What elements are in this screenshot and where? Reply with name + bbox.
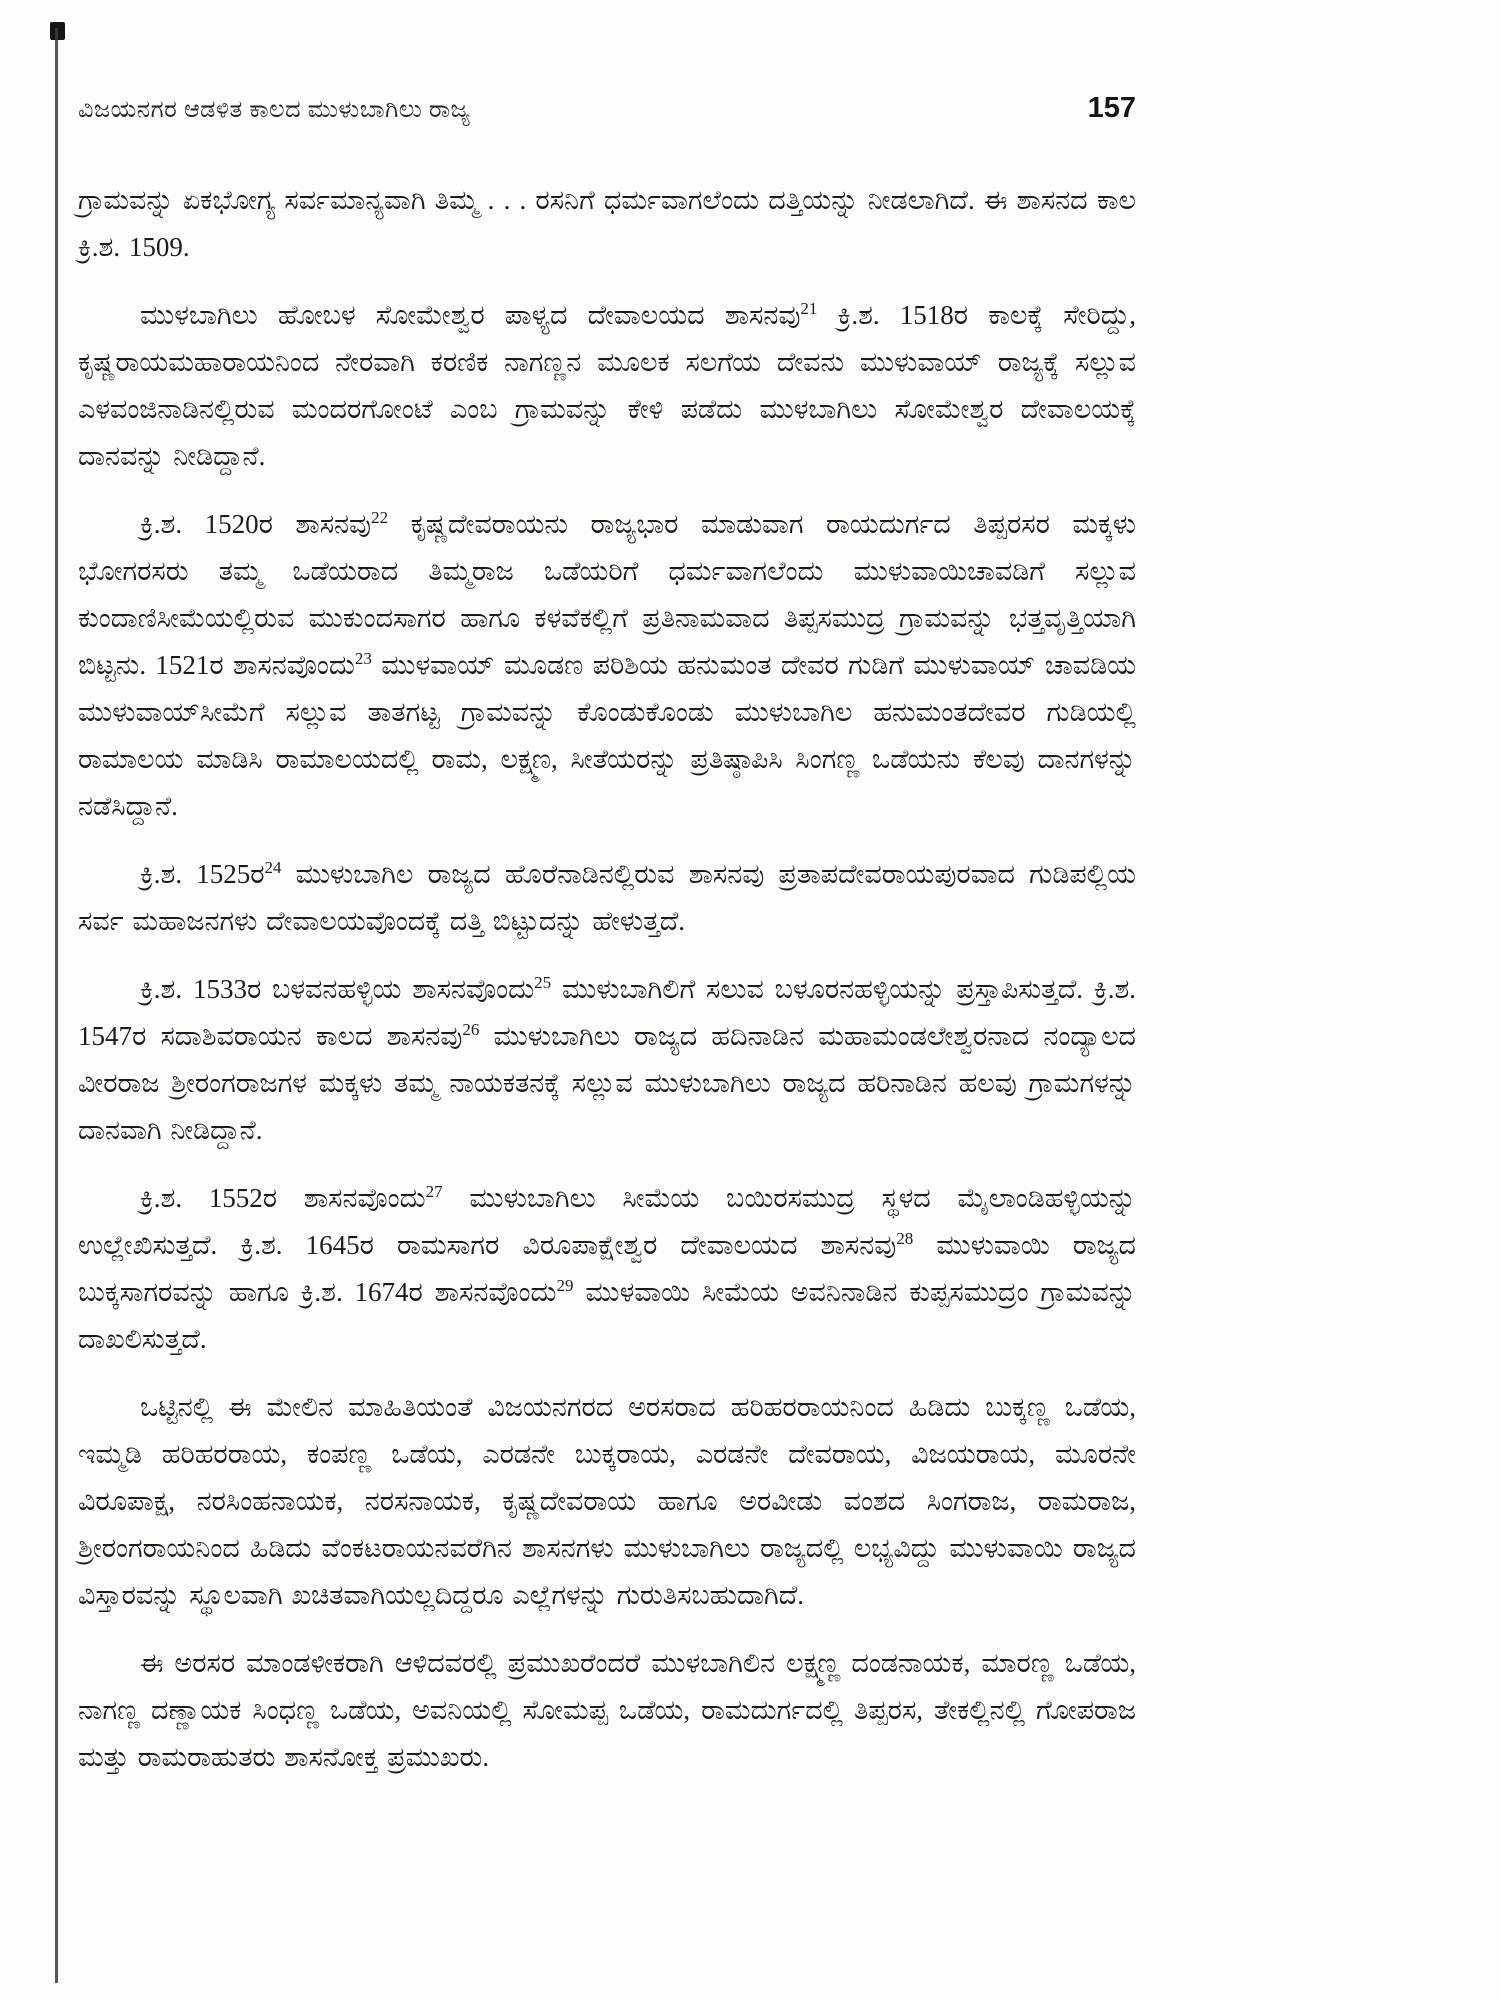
footnote-ref: 26 xyxy=(462,1020,480,1039)
paragraph-text: ಒಟ್ಟಿನಲ್ಲಿ ಈ ಮೇಲಿನ ಮಾಹಿತಿಯಂತೆ ವಿಜಯನಗರದ ಅರಸರಾದ ಹರಿಹರರಾಯನಿಂದ ಹಿಡಿದು ಬುಕ್ಕಣ್ಣ ಒಡೆಯ, ಇಮ್ಮಡಿ ಹರಿಹರರಾಯ, ಕಂಪಣ್ಣ ಒಡೆಯ, ಎರಡನೇ ಬುಕ್ಕರಾಯ, ಎರಡನೇ ದೇವರಾಯ, ವಿಜಯರಾಯ, ಮೂರನೇ ವಿರೂಪಾಕ್ಷ, ನರಸಿಂಹನಾಯಕ, ನರಸನಾಯಕ, ಕೃಷ್ಣದೇವರಾಯ ಹಾಗೂ ಅರವೀಡು ವಂಶದ ಸಿಂಗರಾಜ, ರಾಮರಾಜ, ಶ್ರೀರಂಗರಾಯನಿಂದ ಹಿಡಿದು ವೆಂಕಟರಾಯನವರೆಗಿನ ಶಾಸನಗಳು ಮುಳುಬಾಗಿಲು ರಾಜ್ಯದಲ್ಲಿ ಲಭ್ಯವಿದ್ದು ಮುಳುವಾಯಿ ರಾಜ್ಯದ ವಿಸ್ತಾರವನ್ನು ಸ್ಥೂಲವಾಗಿ ಖಚಿತವಾಗಿಯಲ್ಲದಿದ್ದರೂ ಎಲ್ಲೆಗಳನ್ನು ಗುರುತಿಸಬಹುದಾಗಿದೆ. xyxy=(78,1392,1136,1610)
paragraph-text: ಕ್ರಿ.ಶ. 1520ರ ಶಾಸನವು xyxy=(140,509,372,539)
page-header xyxy=(78,92,1136,125)
footnote-ref: 29 xyxy=(556,1276,574,1295)
footnote-ref: 24 xyxy=(264,858,282,877)
paragraph-text: ಮುಳುಬಾಗಿಲು ರಾಜ್ಯದ ಹದಿನಾಡಿನ ಮಹಾಮಂಡಲೇಶ್ವರನಾದ ನಂದ್ಯಾಲದ ವೀರರಾಜ ಶ್ರೀರಂಗರಾಜಗಳ ಮಕ್ಕಳು ತಮ್ಮ ನಾಯಕತನಕ್ಕೆ ಸಲ್ಲುವ ಮುಳುಬಾಗಿಲು ರಾಜ್ಯದ ಹರಿನಾಡಿನ ಹಲವು ಗ್ರಾಮಗಳನ್ನು ದಾನವಾಗಿ ನೀಡಿದ್ದಾನೆ. xyxy=(78,1021,1137,1145)
paragraph-text: ಗ್ರಾಮವನ್ನು ಏಕಭೋಗ್ಯ ಸರ್ವಮಾನ್ಯವಾಗಿ ತಿಮ್ಮ . . . ರಸನಿಗೆ ಧರ್ಮವಾಗಲೆಂದು ದತ್ತಿಯನ್ನು ನೀಡಲಾಗಿದೆ. ಈ ಶಾಸನದ ಕಾಲ ಕ್ರಿ.ಶ. 1509. xyxy=(78,185,1136,262)
paragraph-text: ಮುಳಬಾಗಿಲು ಹೋಬಳ ಸೋಮೇಶ್ವರ ಪಾಳ್ಯದ ದೇವಾಲಯದ ಶಾಸನವು xyxy=(140,300,801,330)
paragraph xyxy=(78,1384,1136,1619)
paragraph-text: ಮುಳುವಾಯಿ ರಾಜ್ಯದ ಬುಕ್ಕಸಾಗರವನ್ನು ಹಾಗೂ ಕ್ರಿ.ಶ. 1674ರ ಶಾಸನವೊಂದು xyxy=(78,1230,1136,1307)
paragraph-text: ಕ್ರಿ.ಶ. 1525ರ xyxy=(140,859,265,889)
paragraph-text: ಕೃಷ್ಣದೇವರಾಯನು ರಾಜ್ಯಭಾರ ಮಾಡುವಾಗ ರಾಯದುರ್ಗದ ತಿಪ್ಪರಸರ ಮಕ್ಕಳು ಭೋಗರಸರು ತಮ್ಮ ಒಡೆಯರಾದ ತಿಮ್ಮರಾಜ ಒಡೆಯರಿಗೆ ಧರ್ಮವಾಗಲೆಂದು ಮುಳುವಾಯಿಚಾವಡಿಗೆ ಸಲ್ಲುವ ಕುಂದಾಣಿಸೀಮೆಯಲ್ಲಿರುವ ಮುಕುಂದಸಾಗರ ಹಾಗೂ ಕಳವೆಕಲ್ಲಿಗೆ ಪ್ರತಿನಾಮವಾದ ತಿಪ್ಪಸಮುದ್ರ ಗ್ರಾಮವನ್ನು ಭತ್ತವೃತ್ತಿಯಾಗಿ ಬಿಟ್ಟನು. 1521ರ ಶಾಸನವೊಂದು xyxy=(78,509,1137,680)
footnote-ref: 22 xyxy=(371,508,389,527)
scan-artifact-edge-line xyxy=(55,28,58,1983)
paragraph-text: ಈ ಅರಸರ ಮಾಂಡಳೀಕರಾಗಿ ಆಳಿದವರಲ್ಲಿ ಪ್ರಮುಖರೆಂದರೆ ಮುಳಬಾಗಿಲಿನ ಲಕ್ಷ್ಮಣ್ಣ ದಂಡನಾಯಕ, ಮಾರಣ್ಣ ಒಡೆಯ, ನಾಗಣ್ಣ ದಣ್ಣಾಯಕ ಸಿಂಧಣ್ಣ ಒಡೆಯ, ಅವನಿಯಲ್ಲಿ ಸೋಮಪ್ಪ ಒಡೆಯ, ರಾಮದುರ್ಗದಲ್ಲಿ ತಿಪ್ಪರಸ, ತೇಕಲ್ಲಿನಲ್ಲಿ ಗೋಪರಾಜ ಮತ್ತು ರಾಮರಾಹುತರು ಶಾಸನೋಕ್ತ ಪ್ರಮುಖರು. xyxy=(78,1648,1136,1772)
running-title: ವಿಜಯನಗರ ಆಡಳಿತ ಕಾಲದ ಮುಳುಬಾಗಿಲು ರಾಜ್ಯ xyxy=(78,97,471,123)
paragraph xyxy=(78,1640,1136,1781)
paragraph-text: ಮುಳವಾಯಿ ಸೀಮೆಯ ಅವನಿನಾಡಿನ ಕುಪ್ಪಸಮುದ್ರಂ ಗ್ರಾಮವನ್ನು ದಾಖಲಿಸುತ್ತದೆ. xyxy=(78,1277,1136,1354)
paragraph xyxy=(78,851,1136,945)
paragraph xyxy=(78,966,1136,1154)
page-number: 157 xyxy=(1087,92,1136,124)
paragraph xyxy=(78,292,1136,480)
footnote-ref: 28 xyxy=(896,1229,914,1248)
footnote-ref: 21 xyxy=(800,299,818,318)
paragraph xyxy=(78,177,1136,271)
page-content xyxy=(78,92,1136,1802)
paragraph-text: ಮುಳವಾಯ್ ಮೂಡಣ ಪರಿಶಿಯ ಹನುಮಂತ ದೇವರ ಗುಡಿಗೆ ಮುಳುವಾಯ್ ಚಾವಡಿಯ ಮುಳುವಾಯ್‌ಸೀಮೆಗೆ ಸಲ್ಲುವ ತಾತಗಟ್ಟ ಗ್ರಾಮವನ್ನು ಕೊಂಡುಕೊಂಡು ಮುಳುಬಾಗಿಲ ಹನುಮಂತದೇವರ ಗುಡಿಯಲ್ಲಿ ರಾಮಾಲಯ ಮಾಡಿಸಿ ರಾಮಾಲಯದಲ್ಲಿ ರಾಮ, ಲಕ್ಷ್ಮಣ, ಸೀತೆಯರನ್ನು ಪ್ರತಿಷ್ಠಾಪಿಸಿ ಸಿಂಗಣ್ಣ ಒಡೆಯನು ಕೆಲವು ದಾನಗಳನ್ನು ನಡೆಸಿದ್ದಾನೆ. xyxy=(78,650,1137,821)
paragraph-text: ಕ್ರಿ.ಶ. 1552ರ ಶಾಸನವೊಂದು xyxy=(140,1183,426,1213)
paragraph-text: ಮುಳುಬಾಗಿಲ ರಾಜ್ಯದ ಹೊರೆನಾಡಿನಲ್ಲಿರುವ ಶಾಸನವು ಪ್ರತಾಪದೇವರಾಯಪುರವಾದ ಗುಡಿಪಲ್ಲಿಯ ಸರ್ವ ಮಹಾಜನಗಳು ದೇವಾಲಯವೊಂದಕ್ಕೆ ದತ್ತಿ ಬಿಟ್ಟುದನ್ನು ಹೇಳುತ್ತದೆ. xyxy=(78,859,1136,936)
paragraph xyxy=(78,1175,1136,1363)
footnote-ref: 27 xyxy=(425,1182,443,1201)
paragraph-text: ಕ್ರಿ.ಶ. 1533ರ ಬಳವನಹಳ್ಳಿಯ ಶಾಸನವೊಂದು xyxy=(140,974,535,1004)
footnote-ref: 23 xyxy=(354,649,372,668)
footnote-ref: 25 xyxy=(534,973,552,992)
paragraph-text: ಮುಳುಬಾಗಿಲು ಸೀಮೆಯ ಬಯಿರಸಮುದ್ರ ಸ್ಥಳದ ಮೈಲಾಂಡಿಹಳ್ಳಿಯನ್ನು ಉಲ್ಲೇಖಿಸುತ್ತದೆ. ಕ್ರಿ.ಶ. 1645ರ ರಾಮಸಾಗರ ವಿರೂಪಾಕ್ಷೇಶ್ವರ ದೇವಾಲಯದ ಶಾಸನವು xyxy=(78,1183,1137,1260)
paragraphs xyxy=(78,177,1136,1781)
paragraph-text: ಮುಳುಬಾಗಿಲಿಗೆ ಸಲುವ ಬಳೂರನಹಳ್ಳಿಯನ್ನು ಪ್ರಸ್ತಾಪಿಸುತ್ತದೆ. ಕ್ರಿ.ಶ. 1547ರ ಸದಾಶಿವರಾಯನ ಕಾಲದ ಶಾಸನವು xyxy=(78,974,1136,1051)
paragraph xyxy=(78,501,1136,830)
paragraph-text: ಕ್ರಿ.ಶ. 1518ರ ಕಾಲಕ್ಕೆ ಸೇರಿದ್ದು, ಕೃಷ್ಣರಾಯಮಹಾರಾಯನಿಂದ ನೇರವಾಗಿ ಕರಣಿಕ ನಾಗಣ್ಣನ ಮೂಲಕ ಸಲಗೆಯ ದೇವನು ಮುಳುವಾಯ್ ರಾಜ್ಯಕ್ಕೆ ಸಲ್ಲುವ ಎಳವಂಜಿನಾಡಿನಲ್ಲಿರುವ ಮಂದರಗೋಂಟೆ ಎಂಬ ಗ್ರಾಮವನ್ನು ಕೇಳಿ ಪಡೆದು ಮುಳಬಾಗಿಲು ಸೋಮೇಶ್ವರ ದೇವಾಲಯಕ್ಕೆ ದಾನವನ್ನು ನೀಡಿದ್ದಾನೆ. xyxy=(78,300,1136,471)
